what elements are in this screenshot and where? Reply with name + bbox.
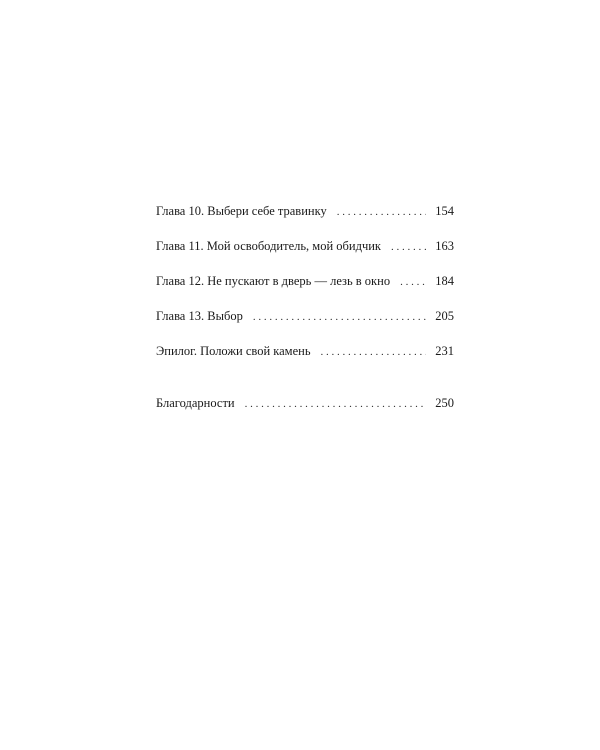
toc-entry-title: Глава 11. Мой освободитель, мой обидчик bbox=[156, 239, 381, 253]
toc-entry-epilogue bbox=[156, 343, 454, 360]
toc-leader-dots bbox=[253, 309, 426, 326]
toc-entry-acknowledgements bbox=[156, 395, 454, 412]
toc-entry-page: 250 bbox=[435, 396, 454, 410]
toc-entry-chapter-11 bbox=[156, 238, 454, 255]
toc-entry-page: 163 bbox=[435, 239, 454, 253]
toc-entry-chapter-12 bbox=[156, 273, 454, 290]
toc-leader-dots bbox=[321, 344, 427, 361]
toc-entry-page: 184 bbox=[435, 274, 454, 288]
toc-entry-chapter-10 bbox=[156, 203, 454, 220]
toc-leader-dots bbox=[337, 204, 427, 221]
toc-entry-title: Благодарности bbox=[156, 396, 235, 410]
toc-entry-title: Глава 10. Выбери себе травинку bbox=[156, 204, 327, 218]
toc-entry-page: 205 bbox=[435, 309, 454, 323]
toc-entry-title: Глава 12. Не пускают в дверь — лезь в окно bbox=[156, 274, 391, 288]
toc-leader-dots bbox=[391, 239, 426, 256]
toc-leader-dots bbox=[245, 396, 427, 413]
toc-entry-title: Эпилог. Положи свой камень bbox=[156, 344, 311, 358]
toc-leader-dots bbox=[400, 274, 426, 291]
table-of-contents bbox=[156, 203, 454, 430]
toc-entry-title: Глава 13. Выбор bbox=[156, 309, 243, 323]
toc-entry-page: 154 bbox=[435, 204, 454, 218]
toc-entry-chapter-13 bbox=[156, 308, 454, 325]
toc-entry-page: 231 bbox=[435, 344, 454, 358]
